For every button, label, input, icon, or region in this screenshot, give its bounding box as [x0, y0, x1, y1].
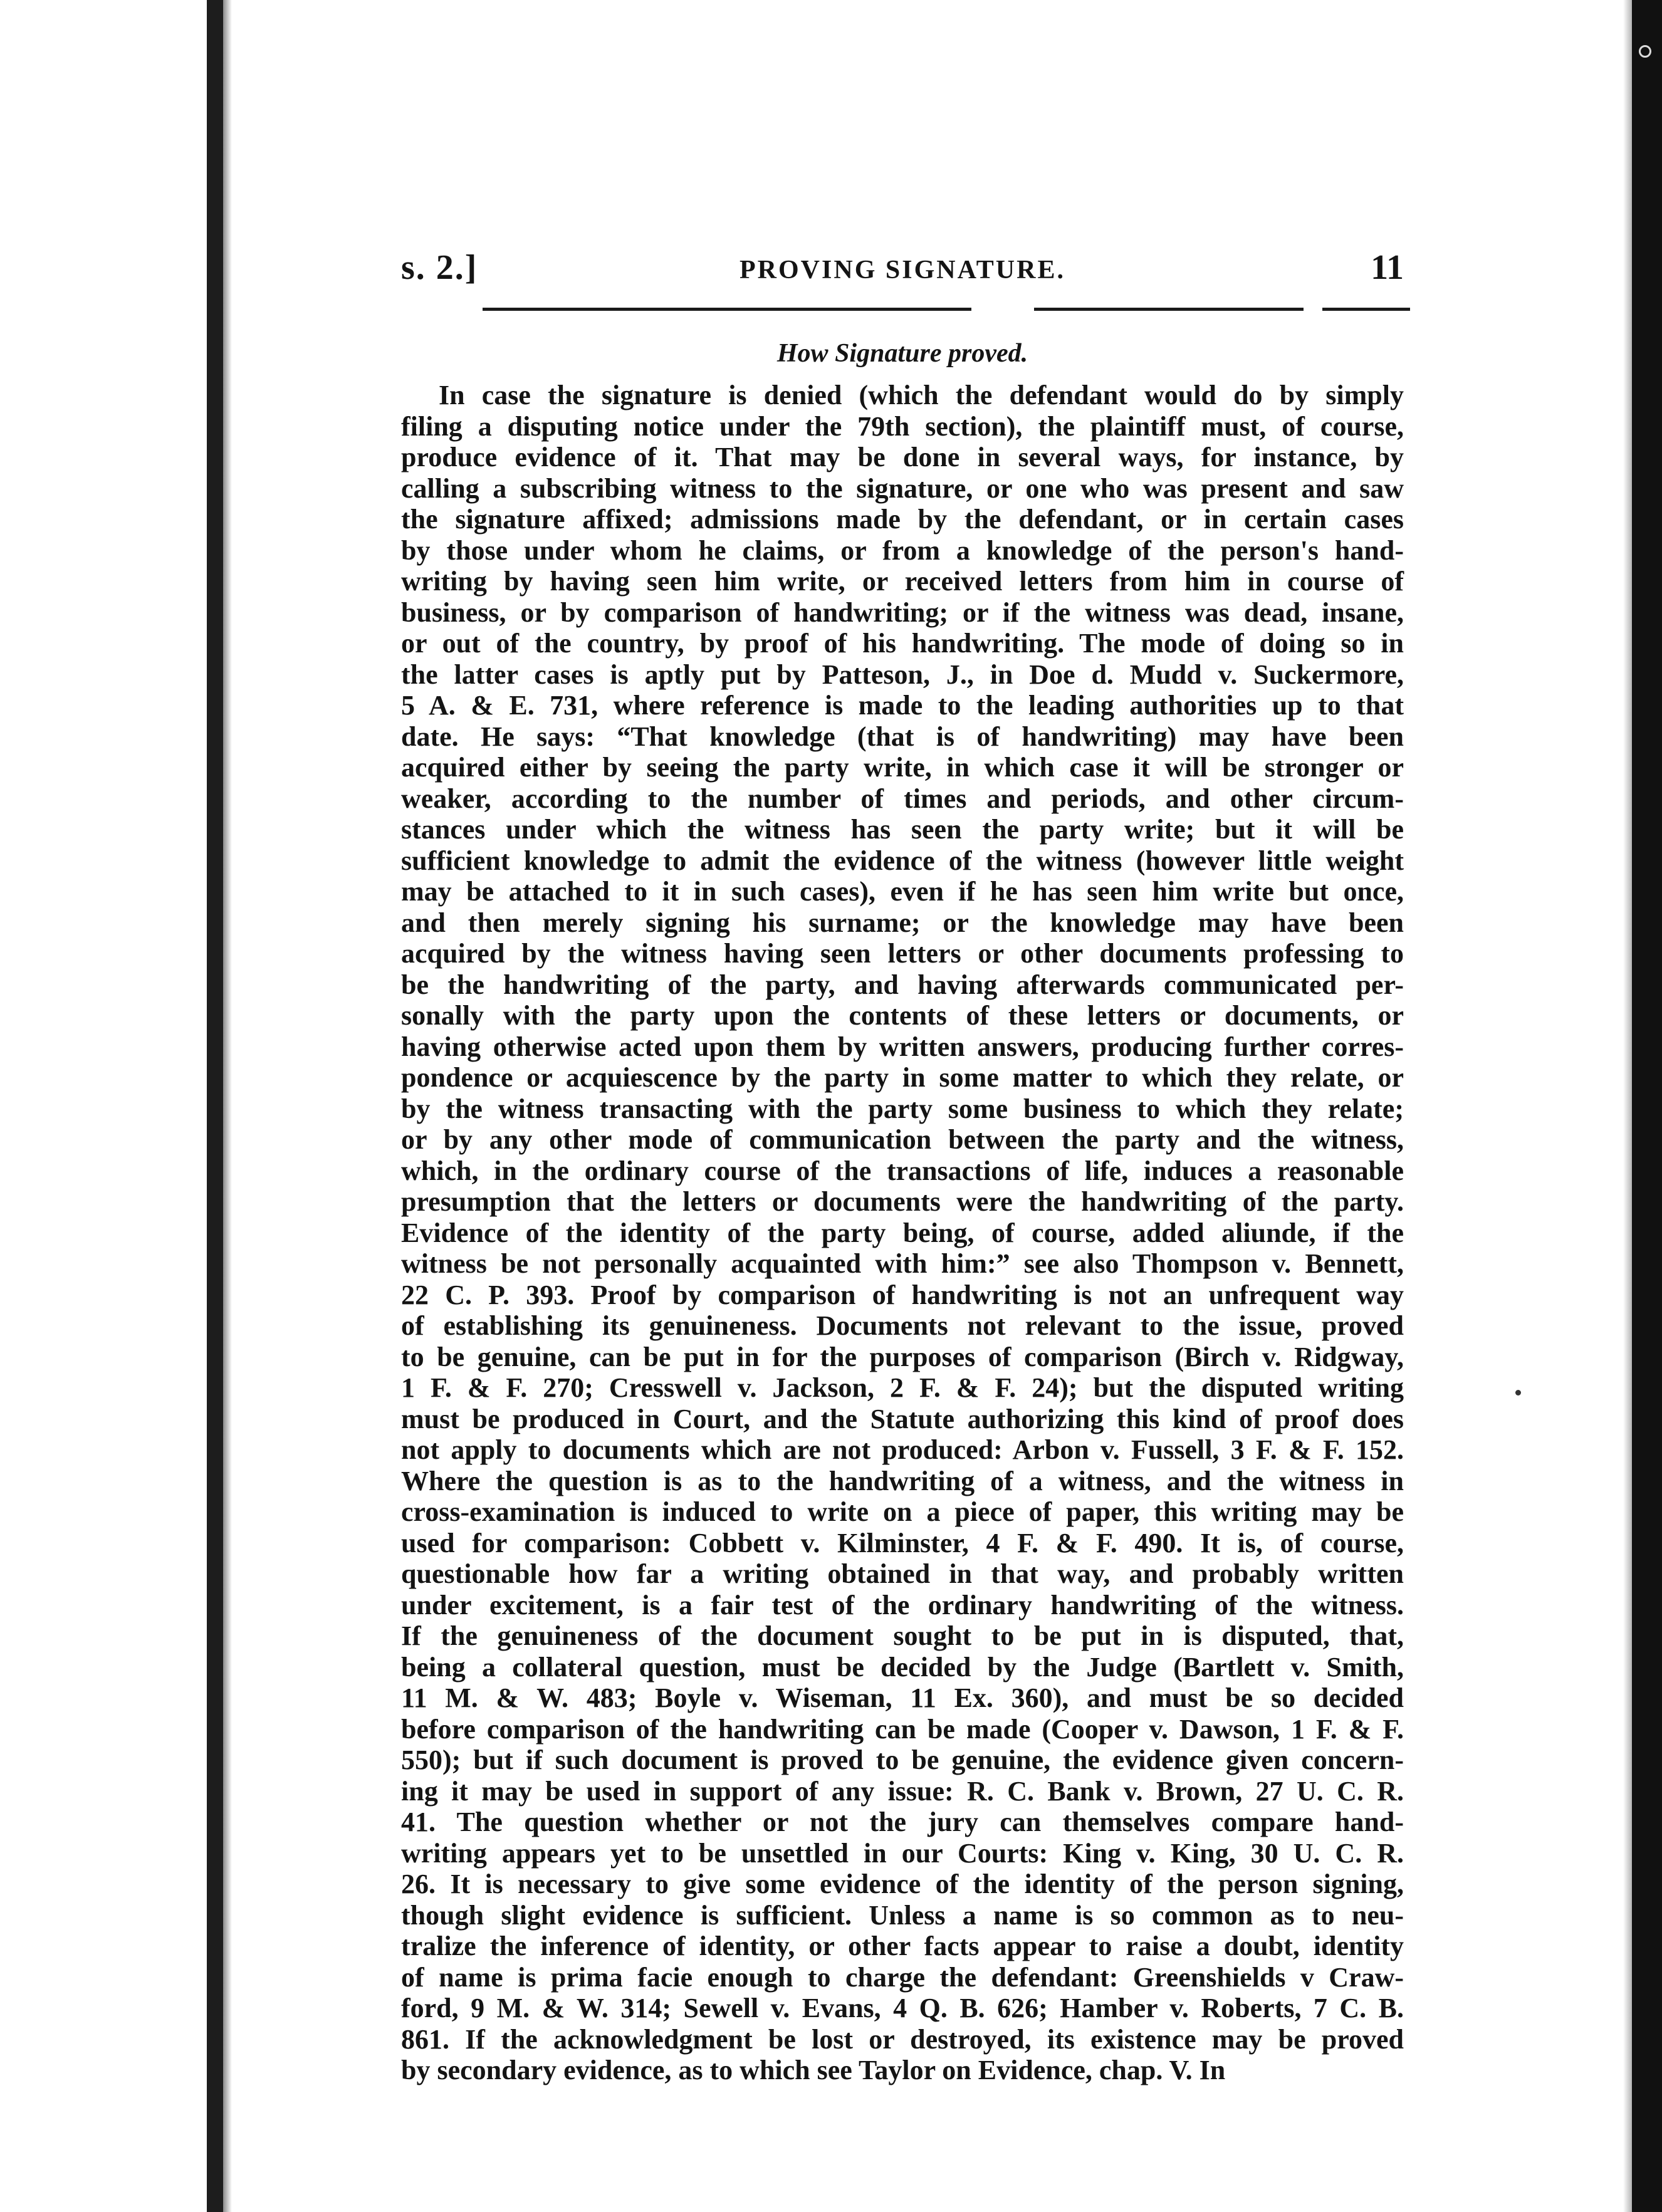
page-edge-gradient: [1623, 0, 1632, 2212]
text-line: to be genuine, can be put in for the purposes of comparison (Birch v. Ridgway,: [401, 1341, 1404, 1372]
text-line: presumption that the letters or documents were the handwriting of the party.: [401, 1186, 1404, 1217]
text-line: stances under which the witness has seen the party write; but it will be: [401, 814, 1404, 845]
text-line: cross-examination is induced to write on a piece of paper, this writing may be: [401, 1496, 1404, 1527]
text-line: sonally with the party upon the contents of these letters or documents, or: [401, 1000, 1404, 1031]
text-line: weaker, according to the number of times and periods, and other circum-: [401, 783, 1404, 814]
text-line: pondence or acquiescence by the party in some matter to which they relate, or: [401, 1062, 1404, 1093]
margin-dot: [1515, 1390, 1521, 1396]
text-line: 11 M. & W. 483; Boyle v. Wiseman, 11 Ex. 360), and must be so decided: [401, 1682, 1404, 1713]
text-line: or out of the country, by proof of his handwriting. The mode of doing so in: [401, 628, 1404, 659]
text-line: which, in the ordinary course of the transactions of life, induces a reasonable: [401, 1155, 1404, 1186]
text-line: before comparison of the handwriting can be made (Cooper v. Dawson, 1 F. & F.: [401, 1713, 1404, 1745]
text-line: though slight evidence is sufficient. Unless a name is so common as to neu-: [401, 1899, 1404, 1931]
text-line: If the genuineness of the document sought to be put in is disputed, that,: [401, 1620, 1404, 1651]
text-line: acquired by the witness having seen letters or other documents professing to: [401, 938, 1404, 969]
text-line: 861. If the acknowledgment be lost or destroyed, its existence may be proved: [401, 2023, 1404, 2055]
text-line: being a collateral question, must be decided by the Judge (Bartlett v. Smith,: [401, 1651, 1404, 1682]
text-line: calling a subscribing witness to the signature, or one who was present and saw: [401, 472, 1404, 504]
text-line: writing appears yet to be unsettled in our Courts: King v. King, 30 U. C. R.: [401, 1837, 1404, 1869]
text-line: filing a disputing notice under the 79th section), the plaintiff must, of course,: [401, 410, 1404, 442]
text-line: 41. The question whether or not the jury can themselves compare hand-: [401, 1807, 1404, 1837]
text-line: 26. It is necessary to give some evidence of the identity of the person signing,: [401, 1869, 1404, 1899]
text-line: Where the question is as to the handwriting of a witness, and the witness in: [401, 1465, 1404, 1496]
text-line: having otherwise acted upon them by written answers, producing further corres-: [401, 1031, 1404, 1062]
text-line: the signature affixed; admissions made by the defendant, or in certain cases: [401, 504, 1404, 535]
text-line: under excitement, is a fair test of the ordinary handwriting of the witness.: [401, 1589, 1404, 1620]
text-line: ford, 9 M. & W. 314; Sewell v. Evans, 4 Q. B. 626; Hamber v. Roberts, 7 C. B.: [401, 1993, 1404, 2023]
text-line: acquired either by seeing the party write, in which case it will be stronger or: [401, 752, 1404, 783]
spine-gradient: [223, 0, 232, 2212]
book-spine-shadow: [207, 0, 223, 2212]
text-line: sufficient knowledge to admit the evidence of the witness (however little weight: [401, 845, 1404, 876]
text-line: questionable how far a writing obtained in that way, and probably written: [401, 1558, 1404, 1589]
text-line: date. He says: “That knowledge (that is of handwriting) may have been: [401, 721, 1404, 752]
text-line: witness be not personally acquainted with him:” see also Thompson v. Bennett,: [401, 1248, 1404, 1279]
text-line: Evidence of the identity of the party being, of course, added aliunde, if the: [401, 1217, 1404, 1248]
text-line: 5 A. & E. 731, where reference is made to the leading authorities up to that: [401, 690, 1404, 721]
text-line: be the handwriting of the party, and having afterwards communicated per-: [401, 969, 1404, 1000]
text-line: produce evidence of it. That may be done in several ways, for instance, by: [401, 442, 1404, 472]
section-reference: s. 2.]: [401, 248, 478, 287]
text-line: must be produced in Court, and the Statute authorizing this kind of proof does: [401, 1403, 1404, 1434]
scan-speck: [1639, 45, 1651, 58]
text-line: and then merely signing his surname; or the knowledge may have been: [401, 907, 1404, 938]
text-line: tralize the inference of identity, or other facts appear to raise a doubt, identity: [401, 1931, 1404, 1961]
running-title: PROVING SIGNATURE.: [740, 256, 1065, 284]
text-line: 550); but if such document is proved to be genuine, the evidence given concern-: [401, 1745, 1404, 1775]
page-number: 11: [1371, 248, 1404, 287]
text-line: writing by having seen him write, or received letters from him in course of: [401, 566, 1404, 597]
header-rule-right: [1322, 308, 1410, 311]
text-line: by the witness transacting with the party some business to which they relate;: [401, 1093, 1404, 1124]
header-rule-middle: [1034, 308, 1304, 311]
text-line: by secondary evidence, as to which see Taylor on Evidence, chap. V. In: [401, 2055, 1226, 2085]
text-line: by those under whom he claims, or from a knowledge of the person's hand-: [401, 535, 1404, 566]
text-line: ing it may be used in support of any issue: R. C. Bank v. Brown, 27 U. C. R.: [401, 1775, 1404, 1807]
text-line: of establishing its genuineness. Documents not relevant to the issue, proved: [401, 1310, 1404, 1341]
text-line: not apply to documents which are not produced: Arbon v. Fussell, 3 F. & F. 152.: [401, 1434, 1404, 1465]
text-line: 1 F. & F. 270; Cresswell v. Jackson, 2 F. & F. 24); but the disputed writing: [401, 1372, 1404, 1403]
header-rule-left: [483, 308, 971, 311]
text-line: of name is prima facie enough to charge the defendant: Greenshields v Craw-: [401, 1961, 1404, 1993]
running-header: [401, 248, 1404, 316]
text-line: In case the signature is denied (which the defendant would do by simply: [439, 380, 1404, 410]
text-line: used for comparison: Cobbett v. Kilminster, 4 F. & F. 490. It is, of course,: [401, 1527, 1404, 1558]
text-line: may be attached to it in such cases), even if he has seen him write but once,: [401, 876, 1404, 907]
section-subtitle: How Signature proved.: [776, 339, 1028, 368]
page-edge-border: [1632, 0, 1662, 2212]
text-line: the latter cases is aptly put by Patteson, J., in Doe d. Mudd v. Suckermore,: [401, 659, 1404, 690]
text-line: 22 C. P. 393. Proof by comparison of handwriting is not an unfrequent way: [401, 1279, 1404, 1310]
text-line: or by any other mode of communication between the party and the witness,: [401, 1124, 1404, 1155]
text-line: business, or by comparison of handwriting; or if the witness was dead, insane,: [401, 597, 1404, 628]
body-paragraph: [401, 380, 1404, 2086]
